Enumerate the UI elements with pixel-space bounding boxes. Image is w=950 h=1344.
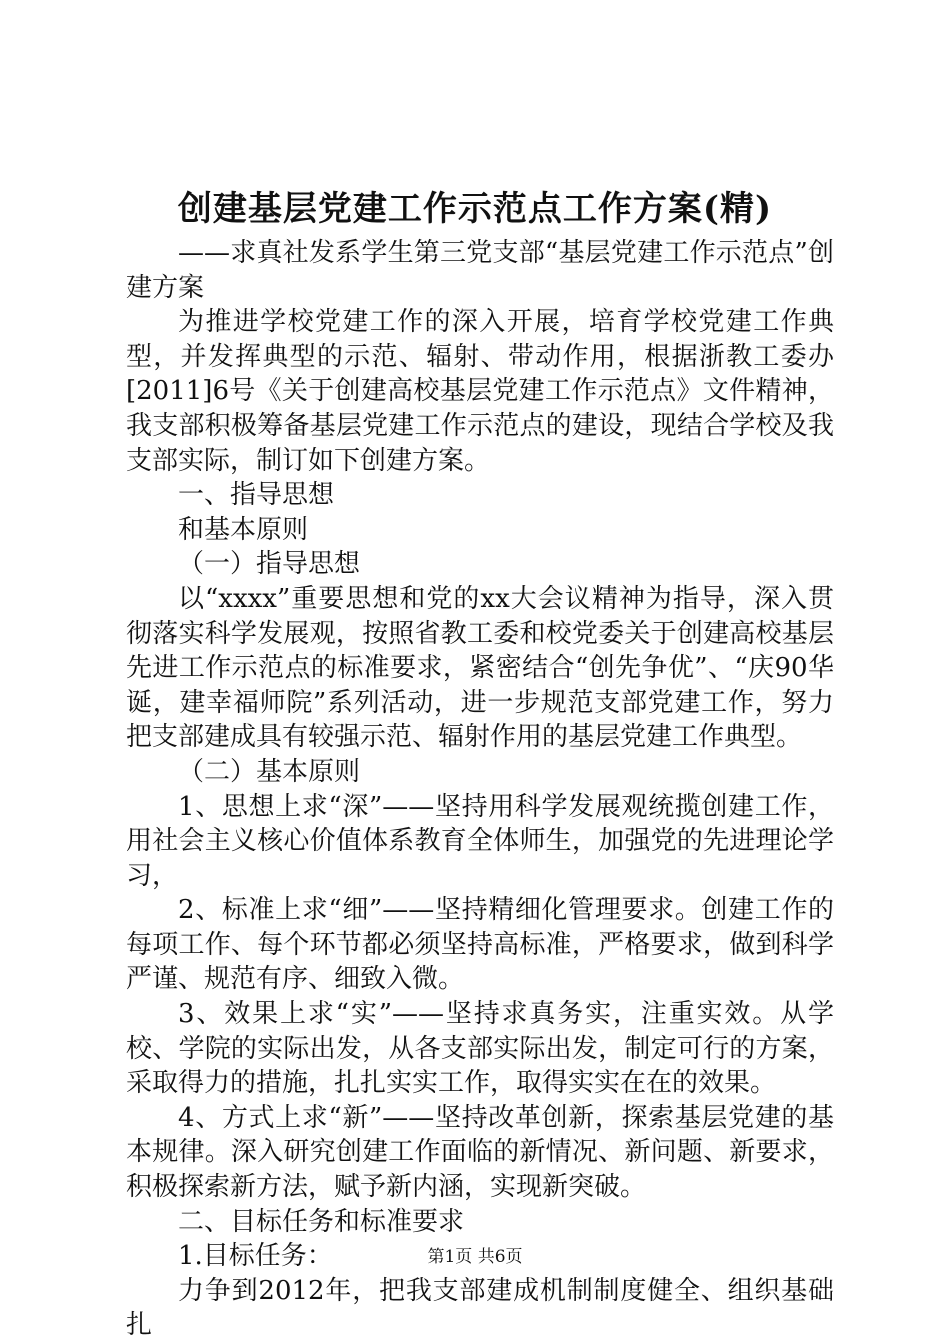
document-subtitle: ——求真社发系学生第三党支部“基层党建工作示范点”创建方案	[126, 238, 834, 303]
subsection-heading: （二）基本原则	[178, 756, 361, 787]
subsection-heading: （一）指导思想	[178, 549, 361, 580]
paragraph: 1、思想上求“深”——坚持用科学发展观统揽创建工作，用社会主义核心价值体系教育全体师生，加强党的先进理论学习，	[126, 791, 834, 891]
paragraph: 2、标准上求“细”——坚持精细化管理要求。创建工作的每项工作、每个环节都必须坚持高标准，严格要求，做到科学严谨、规范有序、细致入微。	[126, 895, 834, 995]
section-heading: 二、目标任务和标准要求	[178, 1206, 465, 1237]
paragraph: 4、方式上求“新”——坚持改革创新，探索基层党建的基本规律。深入研究创建工作面临的新情况、新问题、新要求，积极探索新方法，赋予新内涵，实现新突破。	[126, 1102, 834, 1203]
section-heading: 一、指导思想	[178, 480, 335, 511]
section-heading: 和基本原则	[178, 514, 309, 545]
paragraph: 以“xxxx”重要思想和党的xx大会议精神为指导，深入贯彻落实科学发展观，按照省教工委和校党委关于创建高校基层先进工作示范点的标准要求，紧密结合“创先争优”、“庆90华诞，建幸福师院”系列活动，进一步规范支部党建工作，努力把支部建成具有较强示范、辐射作用的基层党建工作典型。	[126, 583, 834, 753]
document-body	[126, 236, 834, 1343]
paragraph: 力争到2012年，把我支部建成机制制度健全、组织基础扎	[126, 1275, 834, 1341]
paragraph: 为推进学校党建工作的深入开展，培育学校党建工作典型，并发挥典型的示范、辐射、带动作用，根据浙教工委办[2011]6号《关于创建高校基层党建工作示范点》文件精神，我支部积极筹备基层党建工作示范点的建设，现结合学校及我支部实际，制订如下创建方案。	[126, 307, 834, 476]
page-number: 第1页 共6页	[427, 1247, 523, 1267]
paragraph: 3、效果上求“实”——坚持求真务实，注重实效。从学校、学院的实际出发，从各支部实际出发，制定可行的方案，采取得力的措施，扎扎实实工作，取得实实在在的效果。	[126, 999, 834, 1099]
subsection-heading: 1.目标任务：	[178, 1241, 333, 1272]
document-title: 创建基层党建工作示范点工作方案(精)	[177, 189, 773, 229]
